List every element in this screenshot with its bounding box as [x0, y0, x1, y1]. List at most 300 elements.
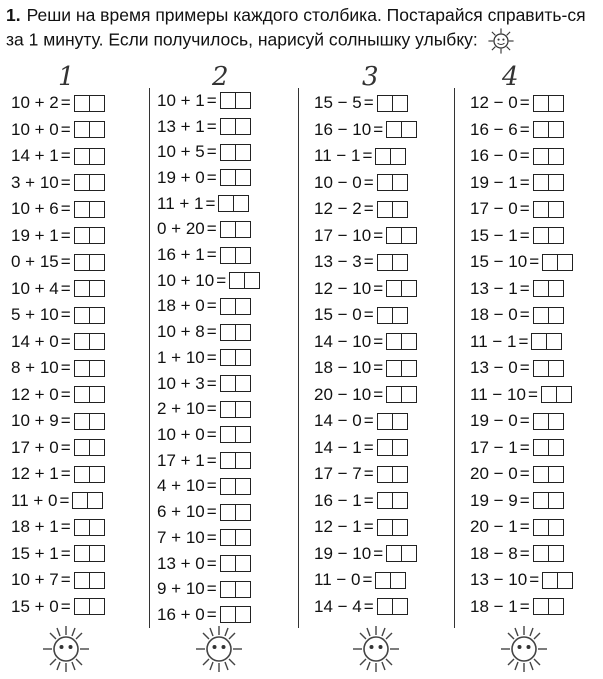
answer-cell[interactable]	[378, 308, 392, 323]
answer-cell[interactable]	[376, 573, 390, 588]
example-expression: 11 − 10	[470, 384, 526, 404]
answer-cell[interactable]	[235, 376, 250, 391]
example-expression: 14 − 1	[314, 437, 362, 457]
answer-cell[interactable]	[75, 175, 89, 190]
equals-sign: =	[59, 490, 70, 510]
answer-cell[interactable]	[534, 361, 548, 376]
answer-box[interactable]	[220, 606, 251, 623]
example-row	[470, 302, 573, 329]
answer-cell[interactable]	[221, 556, 235, 571]
equals-sign: =	[206, 579, 217, 599]
example-row	[157, 576, 260, 602]
answer-cell[interactable]	[235, 607, 250, 622]
answer-cell[interactable]	[89, 414, 104, 429]
answer-cell[interactable]	[75, 599, 89, 614]
answer-cell[interactable]	[89, 255, 104, 270]
answer-box[interactable]	[377, 254, 408, 271]
example-row	[470, 382, 573, 409]
equals-sign: =	[363, 517, 374, 537]
answer-box[interactable]	[386, 333, 417, 350]
answer-box[interactable]	[74, 307, 105, 324]
answer-cell[interactable]	[548, 281, 563, 296]
answer-box[interactable]	[386, 386, 417, 403]
answer-cell[interactable]	[534, 546, 548, 561]
answer-cell[interactable]	[221, 582, 235, 597]
equals-sign: =	[529, 570, 540, 590]
answer-cell[interactable]	[401, 334, 416, 349]
example-expression: 15 + 1	[11, 543, 59, 563]
example-expression: 17 + 1	[157, 450, 205, 470]
answer-box[interactable]	[386, 360, 417, 377]
answer-cell[interactable]	[219, 196, 233, 211]
answer-cell[interactable]	[244, 273, 259, 288]
answer-cell[interactable]	[89, 520, 104, 535]
answer-cell[interactable]	[543, 573, 557, 588]
answer-cell[interactable]	[548, 546, 563, 561]
answer-cell[interactable]	[221, 350, 235, 365]
answer-box[interactable]	[377, 95, 408, 112]
answer-cell[interactable]	[557, 255, 572, 270]
answer-cell[interactable]	[390, 149, 405, 164]
answer-cell[interactable]	[548, 520, 563, 535]
answer-cell[interactable]	[89, 175, 104, 190]
answer-cell[interactable]	[89, 308, 104, 323]
answer-box[interactable]	[386, 545, 417, 562]
equals-sign: =	[519, 93, 530, 113]
answer-cell[interactable]	[89, 573, 104, 588]
answer-cell[interactable]	[378, 467, 392, 482]
example-expression: 18 − 8	[470, 543, 518, 563]
answer-cell[interactable]	[235, 222, 250, 237]
answer-box[interactable]	[74, 227, 105, 244]
answer-cell[interactable]	[221, 376, 235, 391]
answer-cell[interactable]	[548, 96, 563, 111]
answer-cell[interactable]	[235, 93, 250, 108]
answer-cell[interactable]	[392, 440, 407, 455]
answer-box[interactable]	[220, 555, 251, 572]
answer-cell[interactable]	[378, 202, 392, 217]
answer-cell[interactable]	[75, 202, 89, 217]
answer-cell[interactable]	[548, 599, 563, 614]
example-row	[470, 329, 573, 356]
answer-cell[interactable]	[221, 222, 235, 237]
equals-sign: =	[60, 93, 71, 113]
answer-box[interactable]	[377, 174, 408, 191]
answer-cell[interactable]	[89, 228, 104, 243]
answer-cell[interactable]	[392, 175, 407, 190]
answer-cell[interactable]	[378, 493, 392, 508]
example-expression: 19 − 9	[470, 490, 518, 510]
answer-cell[interactable]	[548, 440, 563, 455]
answer-cell[interactable]	[534, 493, 548, 508]
example-expression: 11 − 0	[314, 570, 361, 590]
answer-cell[interactable]	[378, 175, 392, 190]
answer-box[interactable]	[74, 95, 105, 112]
answer-cell[interactable]	[75, 467, 89, 482]
answer-cell[interactable]	[75, 573, 89, 588]
answer-box[interactable]	[377, 307, 408, 324]
answer-box[interactable]	[220, 298, 251, 315]
answer-cell[interactable]	[401, 228, 416, 243]
answer-box[interactable]	[377, 519, 408, 536]
example-row	[157, 396, 260, 422]
answer-cell[interactable]	[401, 122, 416, 137]
answer-cell[interactable]	[392, 308, 407, 323]
answer-cell[interactable]	[378, 520, 392, 535]
answer-box[interactable]	[74, 439, 105, 456]
answer-box[interactable]	[74, 254, 105, 271]
answer-box[interactable]	[533, 466, 564, 483]
answer-box[interactable]	[74, 121, 105, 138]
answer-cell[interactable]	[534, 122, 548, 137]
answer-cell[interactable]	[235, 582, 250, 597]
example-expression: 15 − 1	[470, 225, 518, 245]
answer-box[interactable]	[220, 92, 251, 109]
answer-box[interactable]	[74, 386, 105, 403]
answer-box[interactable]	[377, 439, 408, 456]
example-expression: 10 + 7	[11, 570, 59, 590]
answer-box[interactable]	[377, 413, 408, 430]
example-expression: 8 + 10	[11, 358, 59, 378]
answer-cell[interactable]	[548, 467, 563, 482]
answer-cell[interactable]	[75, 96, 89, 111]
answer-box[interactable]	[542, 254, 573, 271]
answer-box[interactable]	[377, 598, 408, 615]
answer-cell[interactable]	[378, 599, 392, 614]
answer-box[interactable]	[386, 227, 417, 244]
answer-cell[interactable]	[556, 387, 571, 402]
example-row	[157, 319, 260, 345]
answer-cell[interactable]	[221, 479, 235, 494]
equals-sign: =	[60, 278, 71, 298]
answer-cell[interactable]	[378, 255, 392, 270]
equals-sign: =	[60, 358, 71, 378]
answer-cell[interactable]	[75, 308, 89, 323]
answer-cell[interactable]	[235, 427, 250, 442]
answer-cell[interactable]	[378, 96, 392, 111]
answer-cell[interactable]	[89, 149, 104, 164]
answer-box[interactable]	[220, 426, 251, 443]
example-expression: 16 − 6	[470, 119, 518, 139]
answer-cell[interactable]	[221, 325, 235, 340]
answer-box[interactable]	[220, 504, 251, 521]
answer-cell[interactable]	[401, 281, 416, 296]
answer-cell[interactable]	[235, 350, 250, 365]
answer-cell[interactable]	[548, 493, 563, 508]
answer-cell[interactable]	[221, 119, 235, 134]
answer-cell[interactable]	[75, 387, 89, 402]
column-label-4: 4	[502, 62, 519, 92]
answer-cell[interactable]	[235, 119, 250, 134]
answer-cell[interactable]	[235, 402, 250, 417]
answer-box[interactable]	[218, 195, 249, 212]
answer-box[interactable]	[74, 201, 105, 218]
answer-cell[interactable]	[392, 520, 407, 535]
equals-sign: =	[529, 252, 540, 272]
answer-box[interactable]	[533, 121, 564, 138]
answer-cell[interactable]	[89, 599, 104, 614]
answer-box[interactable]	[377, 492, 408, 509]
answer-cell[interactable]	[534, 308, 548, 323]
answer-cell[interactable]	[221, 453, 235, 468]
example-expression: 10 + 2	[11, 93, 59, 113]
answer-cell[interactable]	[235, 325, 250, 340]
answer-cell[interactable]	[548, 308, 563, 323]
answer-cell[interactable]	[230, 273, 244, 288]
equals-sign: =	[519, 517, 530, 537]
answer-box[interactable]	[74, 572, 105, 589]
answer-cell[interactable]	[392, 96, 407, 111]
answer-box[interactable]	[220, 169, 251, 186]
answer-box[interactable]	[533, 413, 564, 430]
answer-cell[interactable]	[221, 505, 235, 520]
answer-box[interactable]	[220, 581, 251, 598]
answer-cell[interactable]	[75, 361, 89, 376]
answer-cell[interactable]	[390, 573, 405, 588]
example-row	[314, 408, 417, 435]
answer-cell[interactable]	[235, 505, 250, 520]
answer-box[interactable]	[533, 174, 564, 191]
answer-cell[interactable]	[221, 93, 235, 108]
answer-cell[interactable]	[378, 440, 392, 455]
answer-cell[interactable]	[534, 96, 548, 111]
answer-cell[interactable]	[532, 334, 546, 349]
answer-cell[interactable]	[534, 175, 548, 190]
answer-cell[interactable]	[75, 122, 89, 137]
example-expression: 15 − 0	[314, 305, 362, 325]
answer-cell[interactable]	[387, 334, 401, 349]
sun-face-icon[interactable]	[195, 625, 243, 673]
example-row	[157, 268, 260, 294]
answer-cell[interactable]	[89, 546, 104, 561]
answer-cell[interactable]	[534, 467, 548, 482]
answer-cell[interactable]	[75, 228, 89, 243]
example-row	[157, 294, 260, 320]
answer-cell[interactable]	[548, 122, 563, 137]
answer-box[interactable]	[533, 598, 564, 615]
answer-box[interactable]	[533, 519, 564, 536]
answer-box[interactable]	[377, 201, 408, 218]
answer-cell[interactable]	[75, 334, 89, 349]
answer-cell[interactable]	[233, 196, 248, 211]
column-label-3: 3	[362, 62, 379, 92]
equals-sign: =	[206, 604, 217, 624]
example-row	[314, 249, 417, 276]
sun-face-icon[interactable]	[352, 625, 400, 673]
answer-box[interactable]	[74, 519, 105, 536]
answer-box[interactable]	[533, 280, 564, 297]
answer-cell[interactable]	[235, 145, 250, 160]
answer-cell[interactable]	[235, 453, 250, 468]
example-expression: 19 − 1	[470, 172, 518, 192]
answer-cell[interactable]	[75, 546, 89, 561]
answer-cell[interactable]	[378, 414, 392, 429]
answer-cell[interactable]	[543, 255, 557, 270]
answer-cell[interactable]	[387, 546, 401, 561]
answer-cell[interactable]	[401, 361, 416, 376]
equals-sign: =	[519, 437, 530, 457]
answer-cell[interactable]	[392, 599, 407, 614]
example-row	[314, 196, 417, 223]
answer-cell[interactable]	[89, 334, 104, 349]
answer-cell[interactable]	[75, 149, 89, 164]
answer-cell[interactable]	[235, 299, 250, 314]
answer-cell[interactable]	[534, 228, 548, 243]
answer-box[interactable]	[74, 545, 105, 562]
answer-box[interactable]	[72, 492, 103, 509]
answer-cell[interactable]	[89, 387, 104, 402]
answer-box[interactable]	[220, 144, 251, 161]
example-row	[314, 382, 417, 409]
answer-box[interactable]	[220, 452, 251, 469]
equals-sign: =	[206, 399, 217, 419]
answer-cell[interactable]	[548, 175, 563, 190]
answer-cell[interactable]	[75, 255, 89, 270]
answer-cell[interactable]	[235, 556, 250, 571]
answer-box[interactable]	[220, 529, 251, 546]
answer-cell[interactable]	[387, 361, 401, 376]
answer-cell[interactable]	[546, 334, 561, 349]
answer-cell[interactable]	[221, 402, 235, 417]
answer-cell[interactable]	[387, 387, 401, 402]
answer-cell[interactable]	[401, 546, 416, 561]
sun-face-icon[interactable]	[42, 625, 90, 673]
equals-sign: =	[519, 596, 530, 616]
answer-cell[interactable]	[534, 414, 548, 429]
answer-cell[interactable]	[392, 467, 407, 482]
answer-cell[interactable]	[75, 414, 89, 429]
answer-box[interactable]	[533, 95, 564, 112]
answer-box[interactable]	[533, 148, 564, 165]
answer-cell[interactable]	[87, 493, 102, 508]
answer-cell[interactable]	[387, 228, 401, 243]
answer-box[interactable]	[533, 360, 564, 377]
answer-box[interactable]	[220, 118, 251, 135]
answer-box[interactable]	[541, 386, 572, 403]
answer-cell[interactable]	[392, 493, 407, 508]
answer-cell[interactable]	[89, 361, 104, 376]
answer-cell[interactable]	[221, 530, 235, 545]
answer-box[interactable]	[220, 478, 251, 495]
answer-cell[interactable]	[89, 467, 104, 482]
answer-cell[interactable]	[221, 607, 235, 622]
answer-cell[interactable]	[221, 427, 235, 442]
answer-cell[interactable]	[392, 202, 407, 217]
answer-box[interactable]	[375, 572, 406, 589]
answer-box[interactable]	[220, 221, 251, 238]
answer-box[interactable]	[220, 247, 251, 264]
answer-box[interactable]	[533, 439, 564, 456]
answer-box[interactable]	[531, 333, 562, 350]
answer-box[interactable]	[220, 349, 251, 366]
example-expression: 11 + 1	[157, 193, 204, 213]
example-expression: 17 − 0	[470, 199, 518, 219]
answer-box[interactable]	[533, 545, 564, 562]
example-row	[157, 448, 260, 474]
answer-cell[interactable]	[235, 530, 250, 545]
sun-face-icon[interactable]	[500, 625, 548, 673]
answer-box[interactable]	[74, 466, 105, 483]
answer-cell[interactable]	[221, 170, 235, 185]
answer-cell[interactable]	[89, 96, 104, 111]
answer-cell[interactable]	[548, 228, 563, 243]
answer-box[interactable]	[220, 401, 251, 418]
equals-sign: =	[206, 167, 217, 187]
answer-cell[interactable]	[534, 440, 548, 455]
answer-box[interactable]	[220, 324, 251, 341]
answer-cell[interactable]	[89, 122, 104, 137]
answer-cell[interactable]	[89, 440, 104, 455]
answer-cell[interactable]	[557, 573, 572, 588]
answer-box[interactable]	[375, 148, 406, 165]
answer-cell[interactable]	[235, 170, 250, 185]
answer-cell[interactable]	[75, 440, 89, 455]
answer-box[interactable]	[229, 272, 260, 289]
answer-cell[interactable]	[392, 414, 407, 429]
answer-cell[interactable]	[534, 202, 548, 217]
example-expression: 13 − 3	[314, 252, 362, 272]
equals-sign: =	[60, 411, 71, 431]
answer-cell[interactable]	[75, 520, 89, 535]
answer-cell[interactable]	[548, 149, 563, 164]
answer-box[interactable]	[74, 413, 105, 430]
answer-cell[interactable]	[534, 149, 548, 164]
answer-cell[interactable]	[235, 248, 250, 263]
answer-cell[interactable]	[548, 414, 563, 429]
answer-cell[interactable]	[89, 281, 104, 296]
answer-box[interactable]	[542, 572, 573, 589]
answer-cell[interactable]	[221, 248, 235, 263]
answer-cell[interactable]	[401, 387, 416, 402]
answer-cell[interactable]	[534, 599, 548, 614]
answer-box[interactable]	[533, 201, 564, 218]
answer-box[interactable]	[533, 307, 564, 324]
answer-box[interactable]	[533, 492, 564, 509]
answer-box[interactable]	[377, 466, 408, 483]
answer-cell[interactable]	[392, 255, 407, 270]
answer-cell[interactable]	[75, 281, 89, 296]
answer-box[interactable]	[74, 148, 105, 165]
answer-cell[interactable]	[89, 202, 104, 217]
answer-box[interactable]	[386, 280, 417, 297]
answer-cell[interactable]	[376, 149, 390, 164]
answer-cell[interactable]	[221, 299, 235, 314]
answer-cell[interactable]	[235, 479, 250, 494]
answer-cell[interactable]	[221, 145, 235, 160]
answer-box[interactable]	[74, 174, 105, 191]
answer-cell[interactable]	[534, 520, 548, 535]
answer-cell[interactable]	[387, 122, 401, 137]
example-expression: 20 − 0	[470, 464, 518, 484]
answer-box[interactable]	[74, 598, 105, 615]
answer-cell[interactable]	[387, 281, 401, 296]
answer-cell[interactable]	[73, 493, 87, 508]
equals-sign: =	[206, 90, 217, 110]
equals-sign: =	[363, 596, 374, 616]
answer-box[interactable]	[74, 360, 105, 377]
answer-box[interactable]	[74, 280, 105, 297]
answer-box[interactable]	[386, 121, 417, 138]
answer-cell[interactable]	[542, 387, 556, 402]
example-expression: 1 + 10	[157, 347, 205, 367]
answer-cell[interactable]	[548, 361, 563, 376]
answer-cell[interactable]	[534, 281, 548, 296]
answer-cell[interactable]	[548, 202, 563, 217]
example-expression: 13 + 0	[157, 553, 205, 573]
answer-box[interactable]	[74, 333, 105, 350]
answer-box[interactable]	[533, 227, 564, 244]
answer-box[interactable]	[220, 375, 251, 392]
